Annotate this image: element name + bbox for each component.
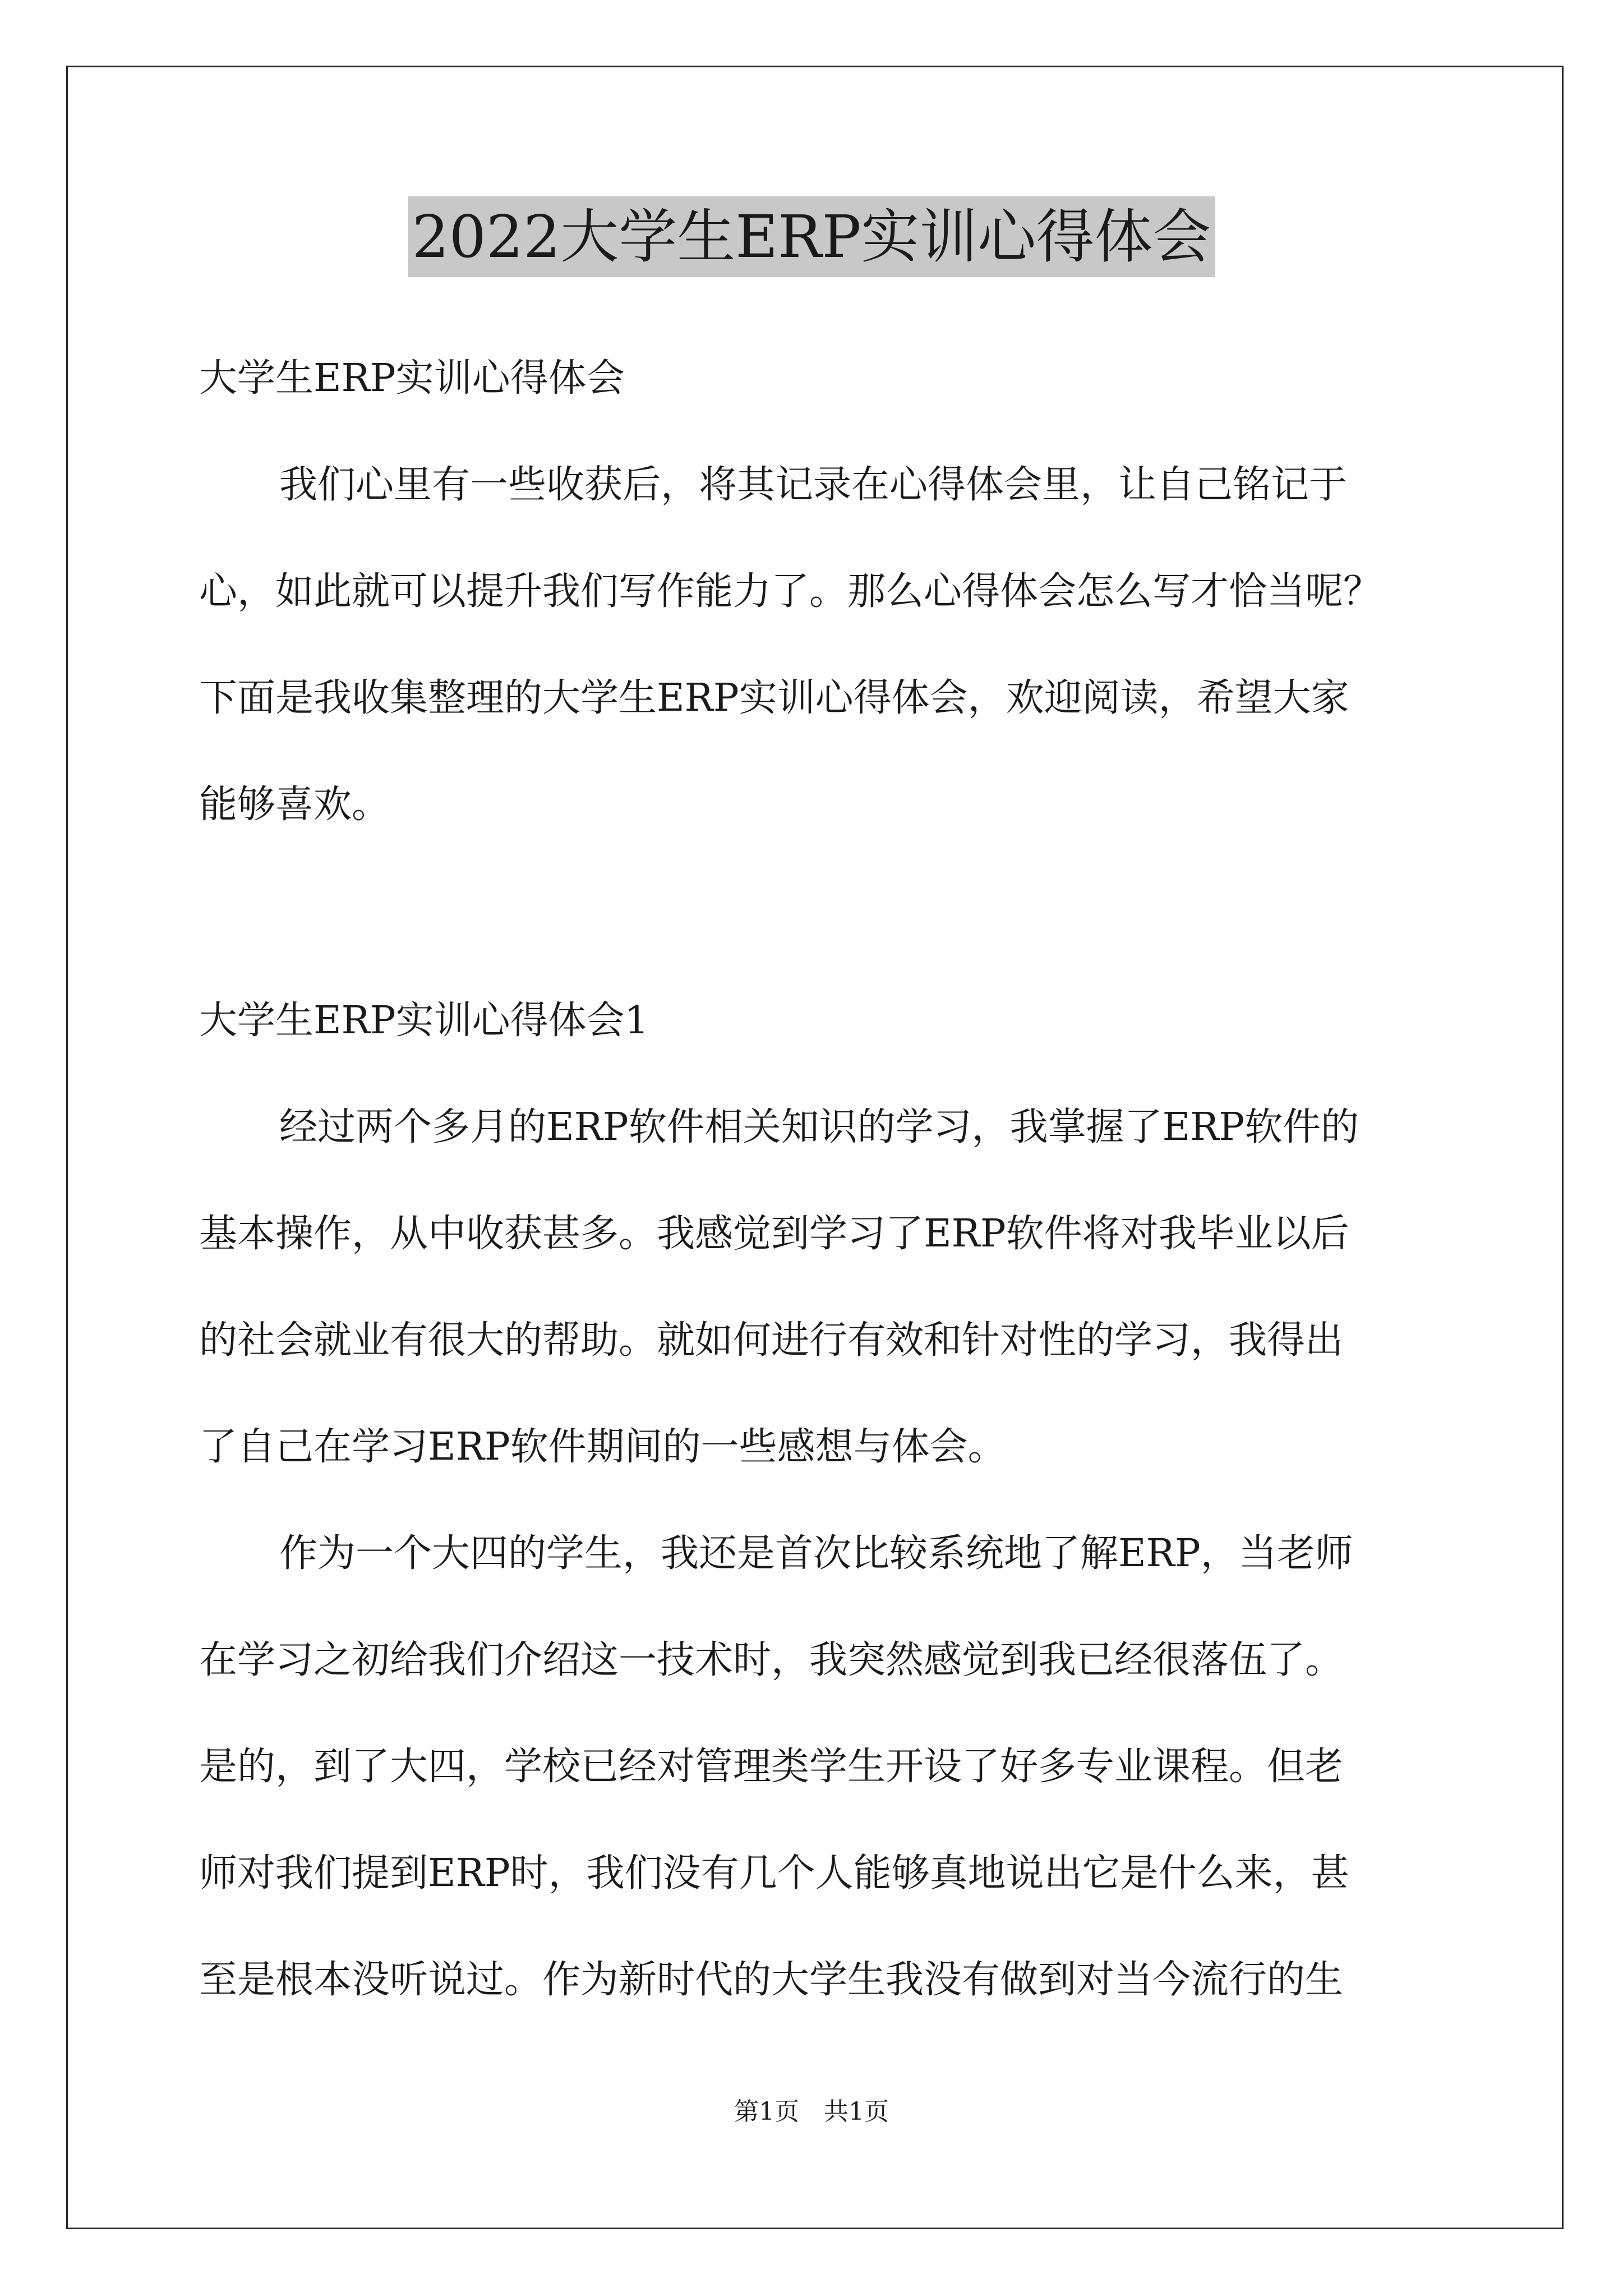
page-total: 共1页: [824, 2097, 889, 2126]
paragraph-line: 在学习之初给我们介绍这一技术时，我突然感觉到我已经很落伍了。: [199, 1638, 1344, 1682]
section-heading: 大学生ERP实训心得体会1: [199, 999, 649, 1043]
paragraph-line: 我们心里有一些收获后，将其记录在心得体会里，让自己铭记于: [279, 463, 1348, 507]
paragraph-line: 的社会就业有很大的帮助。就如何进行有效和针对性的学习，我得出: [199, 1318, 1344, 1363]
paragraph-line: 至是根本没听说过。作为新时代的大学生我没有做到对当今流行的生: [199, 1958, 1344, 2002]
paragraph-line: 了自己在学习ERP软件期间的一些感想与体会。: [199, 1425, 1006, 1469]
paragraph-line: 心，如此就可以提升我们写作能力了。那么心得体会怎么写才恰当呢？: [199, 569, 1382, 614]
paragraph-line: 是的，到了大四，学校已经对管理类学生开设了好多专业课程。但老: [199, 1745, 1344, 1789]
paragraph-line: 作为一个大四的学生，我还是首次比较系统地了解ERP，当老师: [279, 1531, 1353, 1576]
page-footer: [0, 2095, 1623, 2129]
paragraph-line: 能够喜欢。: [199, 783, 390, 827]
paragraph-line: 师对我们提到ERP时，我们没有几个人能够真地说出它是什么来，甚: [199, 1851, 1349, 1895]
document-title: 2022大学生ERP实训心得体会: [408, 196, 1216, 277]
paragraph-line: 基本操作，从中收获甚多。我感觉到学习了ERP软件将对我毕业以后: [199, 1212, 1349, 1256]
page-number: 第1页: [734, 2097, 799, 2126]
paragraph-line: 下面是我收集整理的大学生ERP实训心得体会，欢迎阅读，希望大家: [199, 676, 1349, 720]
title-container: [0, 196, 1623, 277]
section-heading: 大学生ERP实训心得体会: [199, 356, 625, 401]
paragraph-line: 经过两个多月的ERP软件相关知识的学习，我掌握了ERP软件的: [279, 1105, 1359, 1149]
